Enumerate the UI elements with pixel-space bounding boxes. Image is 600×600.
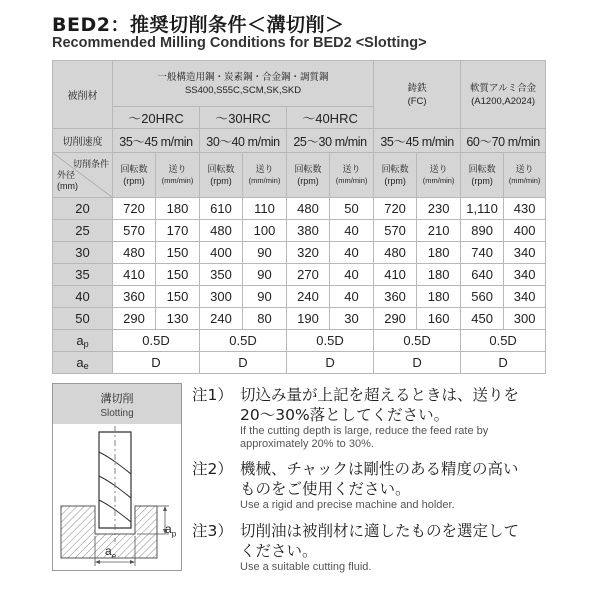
- table-row: [53, 264, 546, 286]
- feed-value-cell: 400: [504, 220, 546, 242]
- rpm-value-cell: 190: [287, 308, 330, 330]
- ae-cell: D: [287, 352, 374, 374]
- rpm-value-cell: 270: [287, 264, 330, 286]
- feed-value-cell: 90: [243, 242, 287, 264]
- feed-value-cell: 150: [156, 264, 200, 286]
- feed-value-cell: 40: [330, 220, 374, 242]
- feed-value-cell: 180: [417, 286, 461, 308]
- cutting-speed-cell: 35～45 m/min: [374, 129, 461, 153]
- rpm-value-cell: 740: [461, 242, 504, 264]
- feed-header: 送り (mm/min): [243, 153, 287, 198]
- rpm-value-cell: 890: [461, 220, 504, 242]
- rpm-header: 回転数 (rpm): [461, 153, 504, 198]
- material-steel: 一般構造用鋼・炭素鋼・合金鋼・調質鋼 SS400,S55C,SCM,SK,SKD: [113, 61, 374, 107]
- ae-cell: D: [461, 352, 546, 374]
- rpm-value-cell: 240: [200, 308, 243, 330]
- rpm-header: 回転数 (rpm): [374, 153, 417, 198]
- rpm-value-cell: 410: [113, 264, 156, 286]
- rpm-value-cell: 290: [374, 308, 417, 330]
- feed-value-cell: 40: [330, 264, 374, 286]
- table-row: [53, 308, 546, 330]
- feed-value-cell: 430: [504, 198, 546, 220]
- feed-value-cell: 230: [417, 198, 461, 220]
- note-2: 注2） 機械、チャックは剛性のある精度の高い ものをご使用ください。 Use a rigid and precise machine and holder.: [192, 460, 519, 511]
- ap-label: $a_p$: [53, 330, 113, 352]
- rpm-value-cell: 410: [374, 264, 417, 286]
- ap-diagram-label: $a_p$: [165, 522, 177, 539]
- table-body: [53, 198, 546, 330]
- feed-value-cell: 160: [417, 308, 461, 330]
- slotting-diagram: [52, 383, 182, 571]
- feed-header: 送り (mm/min): [417, 153, 461, 198]
- rpm-value-cell: 480: [287, 198, 330, 220]
- feed-value-cell: 50: [330, 198, 374, 220]
- rpm-value-cell: 1,110: [461, 198, 504, 220]
- feed-value-cell: 180: [417, 242, 461, 264]
- feed-value-cell: 90: [243, 286, 287, 308]
- material-header-row: [53, 61, 546, 107]
- ae-row: [53, 352, 546, 374]
- table-row: [53, 198, 546, 220]
- rpm-value-cell: 560: [461, 286, 504, 308]
- ap-cell: 0.5D: [113, 330, 200, 352]
- feed-header: 送り (mm/min): [156, 153, 200, 198]
- feed-header: 送り (mm/min): [330, 153, 374, 198]
- ae-diagram-label: $a_e$: [105, 544, 117, 561]
- feed-value-cell: 180: [417, 264, 461, 286]
- feed-value-cell: 100: [243, 220, 287, 242]
- ae-cell: D: [374, 352, 461, 374]
- note-1: 注1） 切込み量が上記を超えるときは、送りを 20～30%落としてください。 If the cutting depth is large, reduce the feed rate by approximately 20% to 30%.: [192, 386, 520, 450]
- ap-cell: 0.5D: [200, 330, 287, 352]
- rpm-value-cell: 240: [287, 286, 330, 308]
- ap-cell: 0.5D: [374, 330, 461, 352]
- diameter-cell: 25: [53, 220, 113, 242]
- feed-value-cell: 340: [504, 264, 546, 286]
- feed-value-cell: 340: [504, 242, 546, 264]
- ap-cell: 0.5D: [461, 330, 546, 352]
- rpm-value-cell: 360: [374, 286, 417, 308]
- page-subtitle: Recommended Milling Conditions for BED2 <Slotting>: [52, 35, 427, 51]
- rpm-value-cell: 300: [200, 286, 243, 308]
- feed-value-cell: 90: [243, 264, 287, 286]
- feed-value-cell: 150: [156, 242, 200, 264]
- rpm-value-cell: 610: [200, 198, 243, 220]
- slotting-illustration: [53, 424, 181, 570]
- feed-value-cell: 180: [156, 198, 200, 220]
- rpm-value-cell: 720: [113, 198, 156, 220]
- column-subheader-row: [53, 153, 546, 198]
- rpm-value-cell: 480: [113, 242, 156, 264]
- rpm-value-cell: 640: [461, 264, 504, 286]
- rpm-value-cell: 450: [461, 308, 504, 330]
- rpm-header: 回転数 (rpm): [113, 153, 156, 198]
- feed-value-cell: 80: [243, 308, 287, 330]
- cutting-speed-cell: 35～45 m/min: [113, 129, 200, 153]
- feed-value-cell: 340: [504, 286, 546, 308]
- feed-header: 送り (mm/min): [504, 153, 546, 198]
- table-row: [53, 242, 546, 264]
- diameter-cell: 35: [53, 264, 113, 286]
- feed-value-cell: 130: [156, 308, 200, 330]
- ae-cell: D: [200, 352, 287, 374]
- table-row: [53, 220, 546, 242]
- note-3: 注3） 切削油は被削材に適したものを選定して ください。 Use a suitable cutting fluid.: [192, 522, 520, 573]
- diameter-cell: 50: [53, 308, 113, 330]
- corner-header-cell: 切削条件 外径 (mm): [53, 153, 113, 198]
- feed-value-cell: 40: [330, 242, 374, 264]
- rpm-value-cell: 360: [113, 286, 156, 308]
- feed-value-cell: 210: [417, 220, 461, 242]
- ap-cell: 0.5D: [287, 330, 374, 352]
- cutting-speed-cell: 60～70 m/min: [461, 129, 546, 153]
- rpm-value-cell: 350: [200, 264, 243, 286]
- feed-value-cell: 300: [504, 308, 546, 330]
- milling-conditions-table: [52, 60, 546, 374]
- rpm-value-cell: 480: [200, 220, 243, 242]
- feed-value-cell: 30: [330, 308, 374, 330]
- rpm-value-cell: 570: [374, 220, 417, 242]
- rpm-value-cell: 320: [287, 242, 330, 264]
- rpm-value-cell: 290: [113, 308, 156, 330]
- cutting-speed-cell: 30～40 m/min: [200, 129, 287, 153]
- diameter-cell: 40: [53, 286, 113, 308]
- feed-value-cell: 150: [156, 286, 200, 308]
- ae-cell: D: [113, 352, 200, 374]
- hardness-30: ～30HRC: [200, 107, 287, 129]
- rpm-value-cell: 380: [287, 220, 330, 242]
- diameter-cell: 20: [53, 198, 113, 220]
- hardness-20: ～20HRC: [113, 107, 200, 129]
- rpm-value-cell: 720: [374, 198, 417, 220]
- feed-value-cell: 40: [330, 286, 374, 308]
- cutting-speed-row: [53, 129, 546, 153]
- cutting-speed-label: 切削速度: [53, 129, 113, 153]
- ap-row: [53, 330, 546, 352]
- rpm-value-cell: 570: [113, 220, 156, 242]
- rpm-header: 回転数 (rpm): [200, 153, 243, 198]
- diameter-cell: 30: [53, 242, 113, 264]
- rpm-value-cell: 400: [200, 242, 243, 264]
- work-material-label: 被削材: [53, 61, 113, 129]
- slotting-diagram-header: 溝切削 Slotting: [53, 384, 181, 424]
- hardness-40: ～40HRC: [287, 107, 374, 129]
- rpm-header: 回転数 (rpm): [287, 153, 330, 198]
- material-aluminum: 軟質アルミ合金 (A1200,A2024): [461, 61, 546, 129]
- rpm-value-cell: 480: [374, 242, 417, 264]
- feed-value-cell: 110: [243, 198, 287, 220]
- ae-label: $a_e$: [53, 352, 113, 374]
- feed-value-cell: 170: [156, 220, 200, 242]
- cutting-speed-cell: 25～30 m/min: [287, 129, 374, 153]
- page-title: BED2：推奨切削条件＜溝切削＞: [52, 14, 345, 36]
- material-cast-iron: 鋳鉄 (FC): [374, 61, 461, 129]
- table-row: [53, 286, 546, 308]
